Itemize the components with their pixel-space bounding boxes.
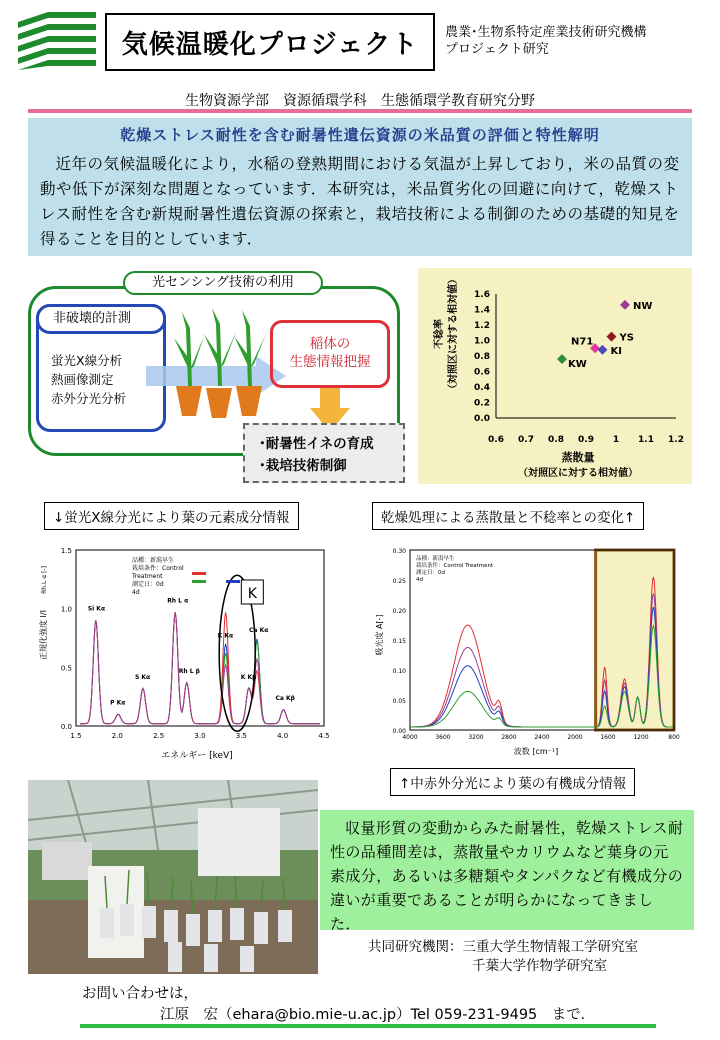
legend-entry: 栽培条件：Control [132, 565, 184, 572]
x-tick-label: 2.0 [111, 732, 123, 740]
x-tick-label: 1.1 [638, 435, 654, 445]
legend-swatch [192, 572, 206, 575]
point-label: YS [619, 332, 634, 344]
x-tick-label: 0.9 [578, 435, 594, 445]
xrf-caption: ↓蛍光X線分光により葉の元素成分情報 [44, 502, 299, 530]
goal-item: ･耐暑性イネの育成 [259, 436, 374, 452]
org-line-1: 農業･生物系特定産業技術研究機構 [445, 25, 647, 40]
eco-info-line-2: 生態情報把握 [289, 354, 371, 370]
intro-text: 近年の気候温暖化により，水稲の登熟期間における気温が上昇しており，米の品質の変動や低下が深刻な問題となっています．本研究は，米品質劣化の回避に向けて，乾燥ストレス耐性を含む新規耐暑性遺伝資源の探索と，栽培技術による制御のための基礎的知見を得ることを目的としています． [40, 155, 680, 248]
xrf-chart [32, 540, 342, 762]
contact-info [82, 984, 595, 1026]
legend-entry: 4d [416, 577, 423, 583]
spectrum-line [80, 612, 320, 724]
y-tick-label: 0.5 [60, 664, 72, 673]
x-tick-label: 0.6 [488, 435, 504, 445]
x-tick-label: 0.7 [518, 435, 534, 445]
y-tick-label: 0.8 [474, 352, 490, 362]
peak-label: Rh L β [178, 667, 200, 675]
x-tick-label: 1 [612, 435, 620, 445]
peak-label: Rh L α [167, 597, 189, 605]
point-label: KW [568, 359, 587, 371]
x-tick-label: 3.0 [194, 732, 206, 740]
x-tick-label: 3600 [435, 734, 451, 741]
pink-divider [28, 109, 692, 113]
y-tick-label: 0.10 [392, 668, 406, 675]
peak-label: K Kβ [240, 673, 257, 681]
data-point [557, 354, 567, 364]
data-point [598, 345, 608, 355]
legend-entry: 測定日：0d [416, 570, 445, 576]
poster-title: 気候温暖化プロジェクト [105, 13, 435, 71]
k-label: K [247, 586, 257, 602]
method-item: 赤外分光分析 [51, 391, 127, 406]
intro-panel [28, 118, 692, 256]
y-axis-label: 不稔率 [434, 319, 445, 349]
ir-caption: ↑中赤外分光により葉の有機成分情報 [390, 768, 635, 796]
y-tick-label: 0.05 [392, 698, 406, 705]
legend-entry: 品種：新潟早生 [132, 557, 175, 564]
goals-box [243, 423, 405, 483]
ir-chart [366, 540, 692, 760]
y-axis-label-sub: （対照区に対する相対値） [448, 274, 459, 394]
method-item: 熱画像測定 [51, 372, 114, 387]
sensing-tag: 光センシング技術の利用 [123, 271, 323, 295]
peak-label: K Kα [217, 632, 234, 640]
y-tick-label: 0.30 [392, 548, 406, 555]
peak-label: Si Kα [87, 605, 106, 613]
collaborators [368, 938, 638, 976]
spectrum-line [80, 612, 320, 724]
data-point [607, 332, 617, 342]
x-tick-label: 1200 [633, 734, 649, 741]
research-title: 乾燥ストレス耐性を含む耐暑性遺伝資源の米品質の評価と特性解明 [120, 126, 600, 144]
legend-entry: Treatment [132, 573, 163, 580]
x-tick-label: 800 [668, 734, 680, 741]
measurement-head: 非破壊的計測 [36, 304, 166, 334]
x-tick-label: 1600 [600, 734, 616, 741]
method-list [51, 351, 126, 408]
y-tick-label: 1.0 [60, 605, 72, 614]
xrf-y-label-sub: Rh.L α [-] [41, 566, 48, 594]
x-tick-label: 4.0 [277, 732, 289, 740]
point-label: NW [633, 300, 653, 312]
spectrum-line [80, 612, 320, 724]
collab-line-2: 千葉大学作物学研究室 [472, 958, 607, 974]
ir-x-label: 波数 [cm⁻¹] [513, 747, 559, 756]
xrf-x-label: エネルギー [keV] [161, 751, 233, 761]
scatter-caption: 乾燥処理による蒸散量と不稔率との変化↑ [372, 502, 644, 530]
y-tick-label: 0.2 [474, 398, 490, 409]
peak-label: S Kα [134, 673, 151, 681]
legend-entry: 栽培条件：Control Treatment [416, 563, 494, 569]
contact-line-1: お問い合わせは， [82, 986, 198, 1002]
department: 生物資源学部 資源循環学科 生態循環学教育研究分野 [185, 93, 535, 109]
scatter-panel [418, 268, 692, 484]
conclusion-panel: 収量形質の変動からみた耐暑性，乾燥ストレス耐性の品種間差は，蒸散量やカリウムなど葉身の元素成分，あるいは多糖類やタンパクなど有機成分の違いが重要であることが明らかになってきました． [320, 810, 694, 930]
method-item: 蛍光X線分析 [51, 353, 123, 368]
x-tick-label: 2.5 [153, 732, 165, 740]
peak-label: Ca Kα [249, 626, 269, 634]
legend-entry: 品種：新潟早生 [416, 556, 455, 562]
x-tick-label: 2400 [534, 734, 550, 741]
y-tick-label: 1.6 [474, 290, 490, 300]
legend-entry: 測定日：0d [132, 581, 164, 588]
x-tick-label: 1.2 [668, 435, 684, 445]
x-tick-label: 2800 [501, 734, 517, 741]
y-tick-label: 1.4 [474, 305, 490, 316]
y-tick-label: 0.00 [392, 728, 406, 735]
y-tick-label: 0.0 [60, 723, 72, 731]
y-tick-label: 1.5 [60, 547, 72, 555]
legend-entry: 4d [132, 589, 140, 596]
x-axis-label: 蒸散量 [561, 451, 595, 464]
x-tick-label: 4000 [402, 734, 418, 741]
y-tick-label: 0.6 [474, 367, 490, 378]
point-label: N71 [571, 336, 594, 348]
x-tick-label: 1.5 [70, 732, 82, 740]
x-axis-label-sub: （対照区に対する相対値） [518, 468, 638, 479]
spectrum-line [80, 612, 320, 724]
eco-info-box [270, 320, 390, 388]
y-tick-label: 0.20 [392, 608, 406, 615]
y-tick-label: 1.2 [474, 321, 490, 331]
x-tick-label: 0.8 [548, 435, 564, 445]
y-tick-label: 0.4 [474, 383, 490, 393]
goal-item: ･栽培技術制御 [259, 458, 347, 474]
scatter-chart [418, 268, 692, 484]
greenhouse-photo [28, 780, 318, 974]
x-tick-label: 2000 [567, 734, 583, 741]
y-tick-label: 0.25 [392, 578, 406, 585]
organization [445, 24, 647, 58]
xrf-y-label: 正規化強度 I/I [39, 610, 48, 660]
green-divider [80, 1024, 656, 1028]
eco-info-line-1: 稲体の [309, 336, 351, 352]
concept-diagram [18, 268, 408, 488]
peak-label: Ca Kβ [275, 694, 295, 702]
x-tick-label: 3200 [468, 734, 484, 741]
xrf-spectrum [32, 540, 342, 762]
x-tick-label: 4.5 [318, 732, 330, 740]
y-tick-label: 0.15 [392, 638, 406, 645]
y-tick-label: 1.0 [474, 336, 490, 347]
x-tick-label: 3.5 [235, 732, 247, 740]
data-point [620, 300, 630, 310]
peak-label: P Kα [110, 699, 126, 707]
university-logo [18, 12, 96, 70]
legend-swatch [192, 580, 206, 583]
contact-line-2: 江原 宏（ehara@bio.mie-u.ac.jp）Tel 059-231-9495 まで． [160, 1007, 595, 1023]
ir-y-label: 吸光度 A[-] [375, 614, 384, 656]
point-label: KI [610, 345, 622, 357]
org-line-2: プロジェクト研究 [445, 42, 549, 57]
ir-spectrum [366, 540, 692, 760]
y-tick-label: 0.0 [474, 414, 490, 424]
legend-swatch [226, 580, 240, 583]
collab-line-1: 共同研究機関：三重大学生物情報工学研究室 [368, 939, 638, 955]
